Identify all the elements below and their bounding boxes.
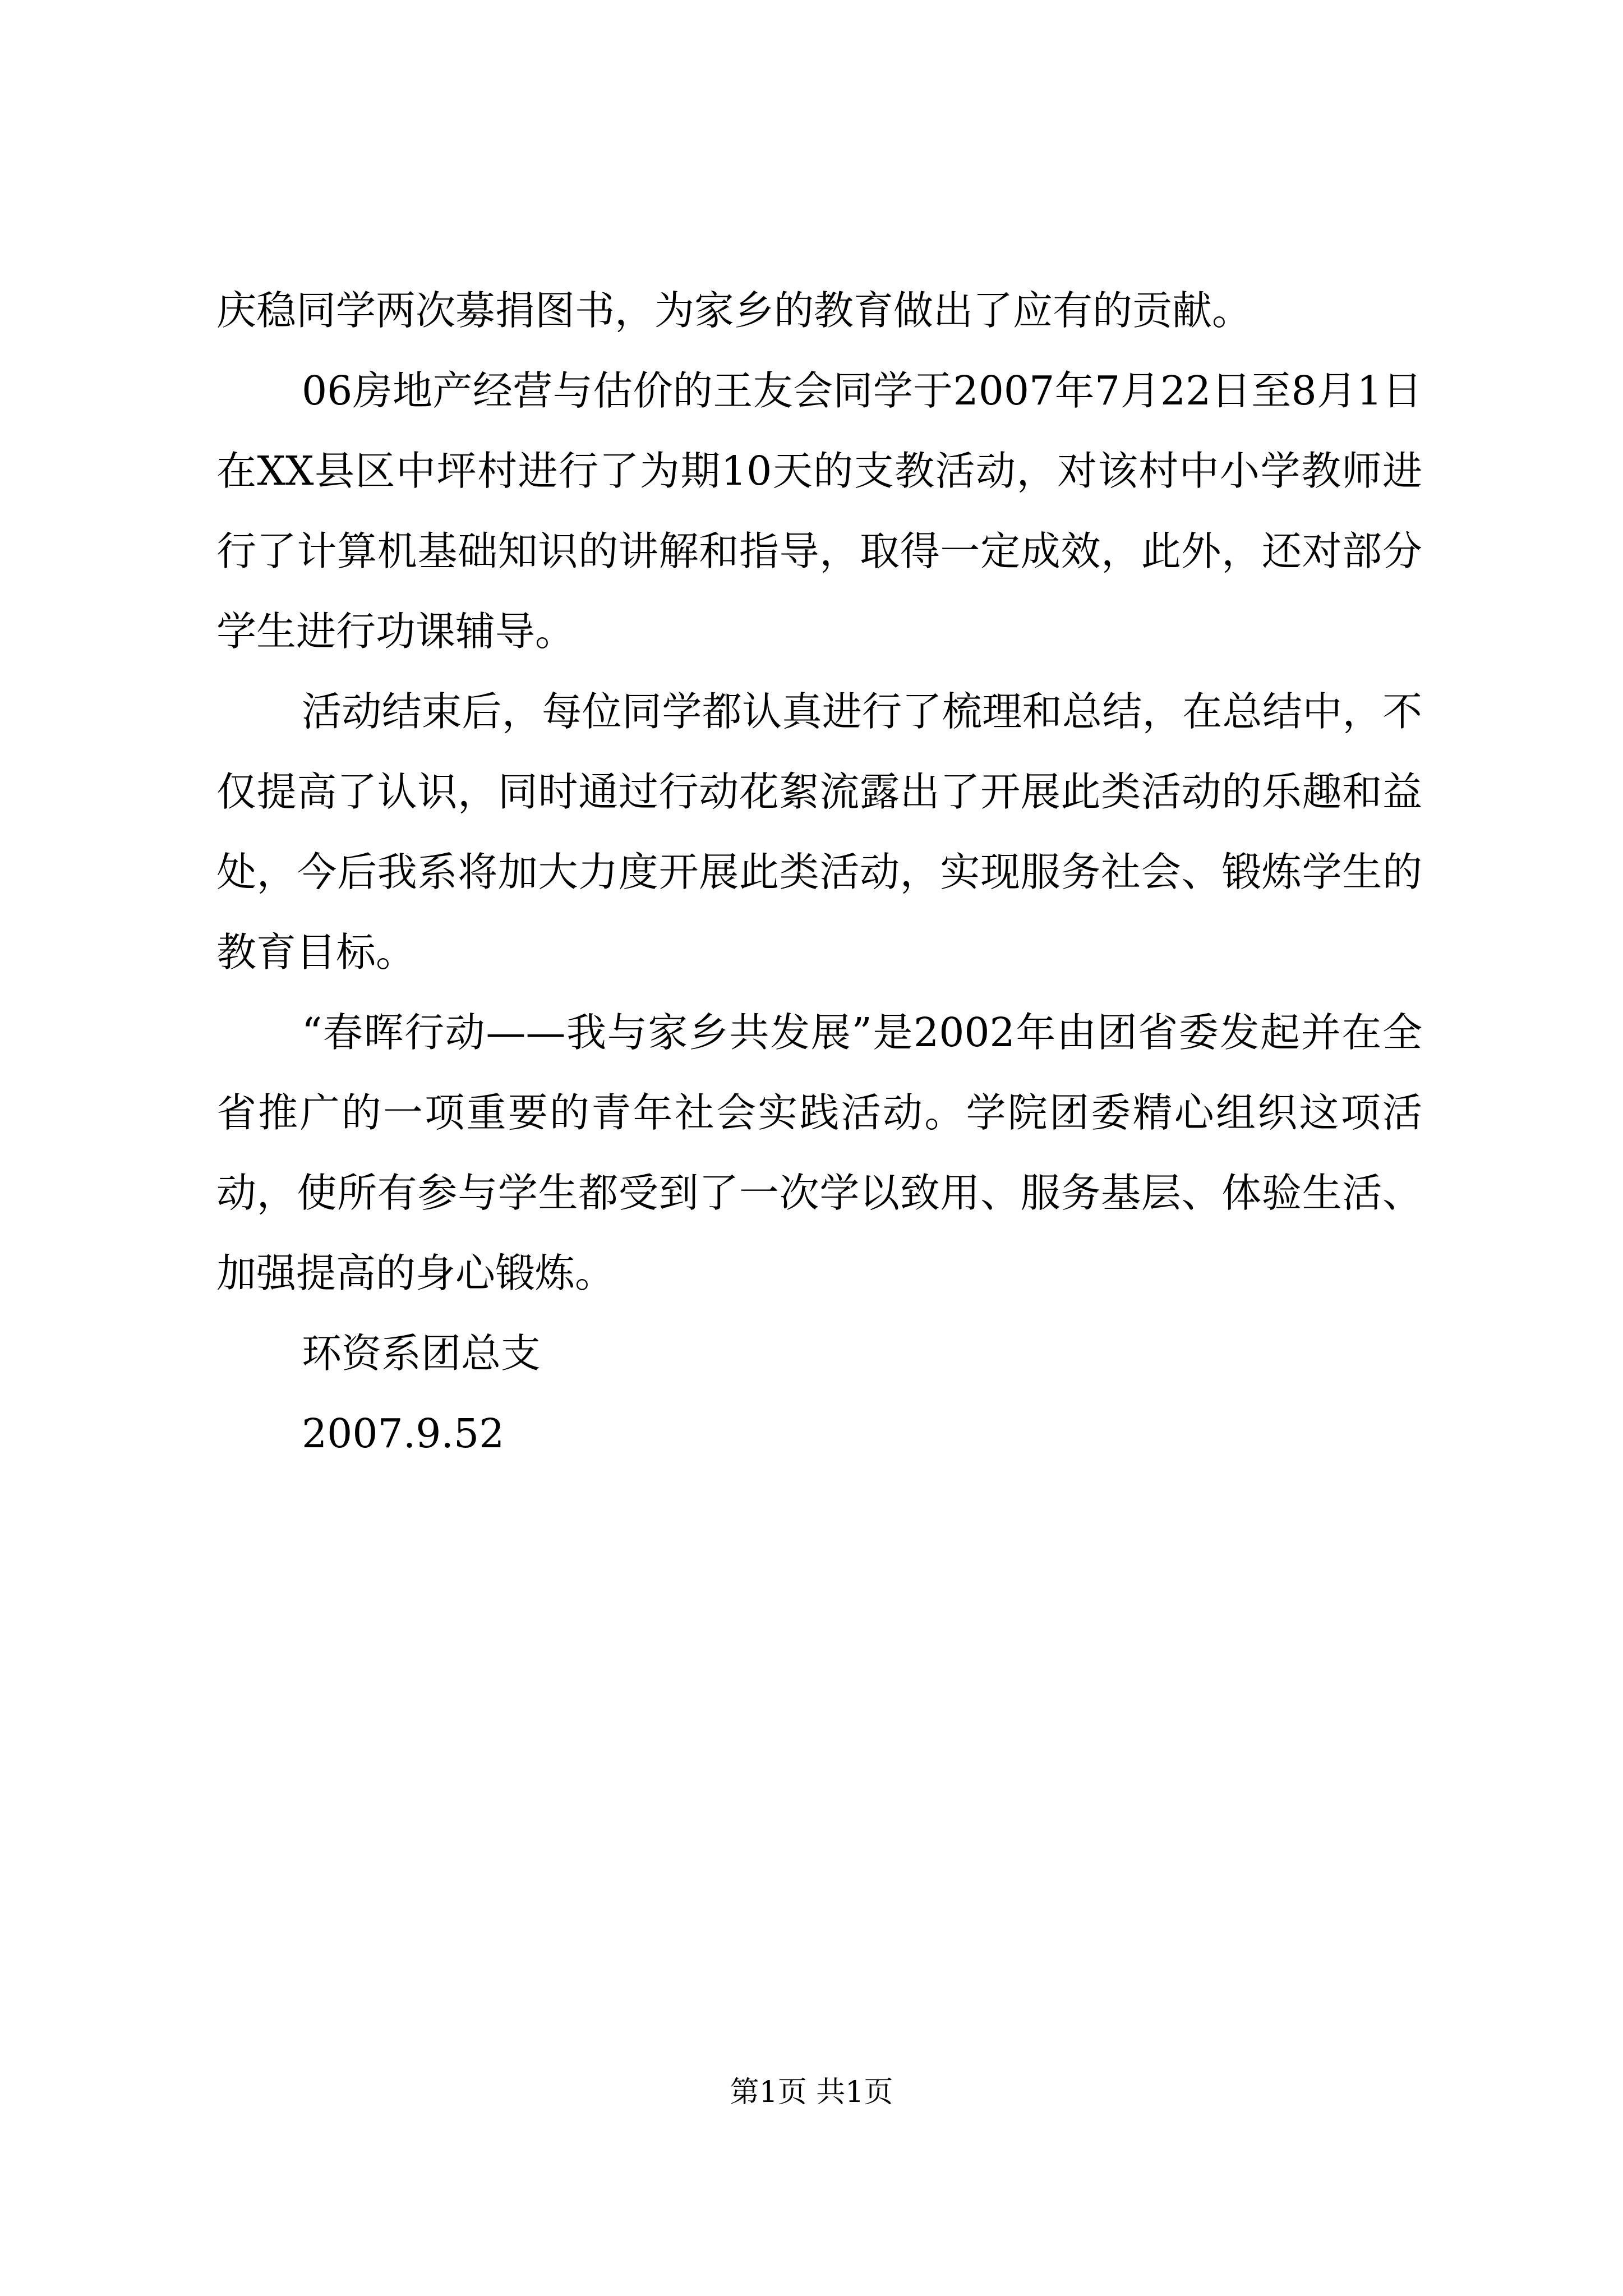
- signature-org: 环资系团总支: [302, 1330, 541, 1377]
- document-body: [216, 270, 1422, 1474]
- paragraph-3: 活动结束后，每位同学都认真进行了梳理和总结，在总结中，不仅提高了认识，同时通过行动花絮流露出了开展此类活动的乐趣和益处，今后我系将加大力度开展此类活动，实现服务社会、锻炼学生的教育目标。: [216, 688, 1422, 976]
- paragraph-2: 06房地产经营与估价的王友会同学于2007年7月22日至8月1日在XX县区中坪村进行了为期10天的支教活动，对该村中小学教师进行了计算机基础知识的讲解和指导，取得一定成效，此外，还对部分学生进行功课辅导。: [216, 367, 1422, 655]
- paragraph-4: “春晖行动——我与家乡共发展”是2002年由团省委发起并在全省推广的一项重要的青年社会实践活动。学院团委精心组织这项活动，使所有参与学生都受到了一次学以致用、服务基层、体验生活、加强提高的身心锻炼。: [216, 1009, 1422, 1296]
- paragraph-1: 庆稳同学两次募捐图书，为家乡的教育做出了应有的贡献。: [216, 287, 1252, 334]
- signature-date: 2007.9.52: [302, 1410, 505, 1457]
- page-footer: 第1页 共1页: [730, 2076, 893, 2109]
